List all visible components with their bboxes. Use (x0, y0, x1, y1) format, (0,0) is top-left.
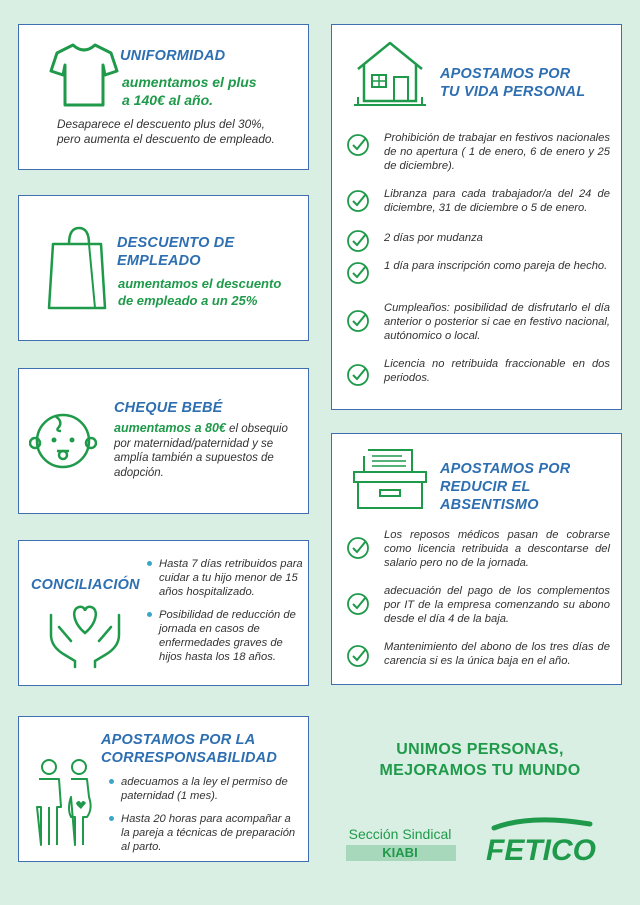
checkmark-icon (346, 309, 370, 333)
item-text: Prohibición de trabajar en festivos nacionales de no apertura ( 1 de enero, 6 de enero y 25 de diciembre). (384, 132, 610, 172)
list-item (346, 259, 608, 287)
item-text: 1 día para inscripción como pareja de hecho. (384, 260, 608, 272)
list-item: Posibilidad de reducción de jornada en casos de enfermedades graves de hijos hasta los 18 años. (147, 608, 303, 664)
list-item: Hasta 20 horas para acompañar a la pareja a técnicas de preparación al parto. (109, 812, 299, 854)
checkmark-icon (346, 536, 370, 560)
list-item: Hasta 7 días retribuidos para cuidar a tu hijo menor de 15 años hospitalizado. (147, 557, 303, 599)
list-item (346, 584, 608, 628)
uniformidad-text: Desaparece el descuento plus del 30%, pero aumenta el descuento de empleado. (57, 117, 275, 146)
house-icon (352, 39, 428, 109)
uniformidad-card (18, 24, 309, 170)
item-text: adecuación del pago de los complementos por IT de la empresa comenzando su abono desde el día 4 de la baja. (384, 585, 610, 625)
list-item: adecuamos a la ley el permiso de paternidad (1 mes). (109, 775, 299, 803)
conciliacion-card (18, 540, 309, 686)
conciliacion-list (147, 557, 303, 673)
item-text: Cumpleaños: posibilidad de disfrutarlo el día anterior o posterior si cae en festivo nacional, autónomico o local. (384, 302, 610, 342)
item-text: Mantenimiento del abono de los tres días de carencia si es la única baja en el año. (384, 641, 610, 667)
slogan: UNIMOS PERSONAS, MEJORAMOS TU MUNDO (379, 741, 581, 779)
kiabi-label: KIABI (382, 845, 418, 860)
list-item (346, 357, 608, 387)
list-item (346, 640, 608, 670)
file-drawer-icon (350, 446, 430, 512)
checkmark-icon (346, 229, 370, 253)
list-item (346, 187, 608, 215)
checkmark-icon (346, 363, 370, 387)
cheque-body (114, 421, 294, 480)
vida-personal-title: APOSTAMOS POR TU VIDA PERSONAL (440, 66, 586, 100)
checkmark-icon (346, 644, 370, 668)
descuento-title: DESCUENTO DE EMPLEADO (117, 235, 235, 269)
corresponsabilidad-card (18, 716, 309, 862)
item-text: Los reposos médicos pasan de cobrarse como licencia retribuida a descontarse del salario pero no de la jornada. (384, 529, 610, 569)
list-item (346, 301, 608, 345)
list-item (346, 227, 608, 249)
absentismo-card (331, 433, 622, 685)
cheque-card (18, 368, 309, 514)
checkmark-icon (346, 189, 370, 213)
corresponsabilidad-title: APOSTAMOS POR LA CORRESPONSABILIDAD (101, 732, 277, 766)
uniformidad-title: UNIFORMIDAD (120, 48, 226, 64)
fetico-logo (480, 814, 610, 870)
item-text: Libranza para cada trabajador/a del 24 de diciembre, 31 de diciembre o 5 de enero. (384, 188, 610, 214)
cheque-highlight: aumentamos a 80€ (114, 421, 226, 435)
corresponsabilidad-list (109, 775, 299, 863)
checkmark-icon (346, 592, 370, 616)
absentismo-title: APOSTAMOS POR REDUCIR EL ABSENTISMO (440, 461, 571, 513)
descuento-highlight: aumentamos el descuento de empleado a un 25% (118, 276, 282, 308)
cheque-text: el obsequio por maternidad/paternidad y se amplía también a supuestos de adopción. (114, 423, 288, 479)
uniformidad-highlight: aumentamos el plus a 140€ al año. (122, 74, 257, 108)
list-item (346, 528, 608, 572)
seccion-sindical: Sección Sindical (348, 826, 452, 842)
couple-icon (31, 757, 97, 849)
item-text: 2 días por mudanza (384, 232, 483, 244)
descuento-card (18, 195, 309, 341)
cheque-title: CHEQUE BEBÉ (114, 400, 223, 416)
heart-hands-icon (45, 597, 125, 669)
conciliacion-title: CONCILIACIÓN (31, 577, 140, 593)
list-item (346, 131, 608, 171)
tshirt-icon (49, 41, 119, 109)
vida-personal-card (331, 24, 622, 410)
svg-text:FETICO: FETICO (486, 834, 596, 867)
baby-face-icon (29, 407, 97, 475)
item-text: Licencia no retribuida fraccionable en dos periodos. (384, 358, 610, 384)
checkmark-icon (346, 133, 370, 157)
checkmark-icon (346, 261, 370, 285)
shopping-bag-icon (45, 226, 109, 312)
